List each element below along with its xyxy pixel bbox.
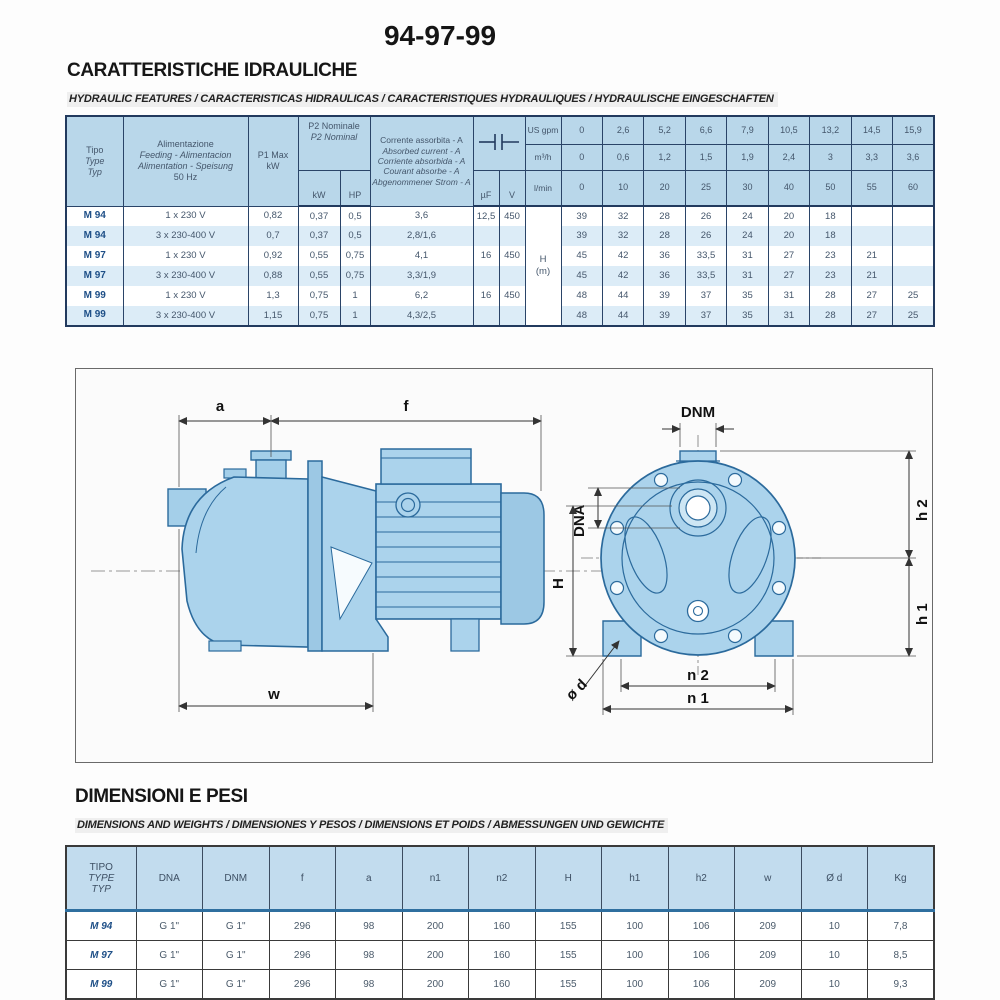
flow-value: 55	[851, 170, 892, 206]
table-cell: 450	[499, 206, 525, 226]
flow-value: 0	[561, 116, 602, 144]
table-cell: 32	[602, 226, 643, 246]
hydraulic-row	[66, 246, 934, 266]
table-cell: 0,75	[298, 286, 340, 306]
col-header: Kg	[868, 846, 935, 911]
table-cell: 98	[336, 941, 403, 970]
cap-unit-v: V	[499, 170, 525, 206]
flow-value: 2,4	[768, 144, 809, 170]
table-cell: 42	[602, 246, 643, 266]
dim-label-od: ø d	[562, 675, 591, 704]
flow-value: 40	[768, 170, 809, 206]
col-header: DNM	[203, 846, 270, 911]
section-1-heading: CARATTERISTICHE IDRAULICHE	[67, 60, 358, 81]
current-line: Courant absorbe - A	[383, 166, 460, 177]
table-cell: 100	[602, 941, 669, 970]
dim-label-n1: n 1	[687, 690, 709, 707]
table-cell: G 1"	[136, 941, 203, 970]
flow-value: 3,3	[851, 144, 892, 170]
hydraulic-row	[66, 206, 934, 226]
dim-label-w: w	[268, 686, 280, 703]
table-cell: 209	[735, 970, 802, 1000]
capacitor-icon	[478, 132, 520, 152]
flow-value: 10	[602, 170, 643, 206]
table-cell	[893, 246, 935, 266]
section-2-subheading: DIMENSIONS AND WEIGHTS / DIMENSIONES Y PESOS / DIMENSIONS ET POIDS / ABMESSUNGEN UND GEWICHTE	[75, 818, 668, 833]
table-cell: 42	[602, 266, 643, 286]
alim-line: Alimentation - Speisung	[137, 161, 234, 172]
table-cell: 39	[644, 286, 685, 306]
table-cell	[499, 226, 525, 246]
dimensions-row	[66, 941, 934, 970]
hydraulic-row	[66, 306, 934, 326]
table-cell: 3,3/1,9	[370, 266, 473, 286]
dim-label-h: H	[550, 578, 567, 589]
p2-line: P2 Nominal	[310, 131, 358, 142]
table-cell: G 1"	[136, 911, 203, 941]
table-cell: 3 x 230-400 V	[123, 226, 248, 246]
table-cell: 20	[768, 226, 809, 246]
table-cell: 0,5	[340, 206, 370, 226]
col-header-alimentazione	[123, 116, 248, 206]
flow-value: 13,2	[810, 116, 851, 144]
table-cell: G 1"	[203, 941, 270, 970]
col-header: w	[735, 846, 802, 911]
table-cell: 48	[561, 306, 602, 326]
table-cell: 0,7	[248, 226, 298, 246]
p1-unit: kW	[266, 161, 280, 172]
table-cell: 9,3	[868, 970, 935, 1000]
dimensions-table	[65, 845, 935, 1000]
pump-drawing	[76, 369, 932, 762]
table-cell: 37	[685, 306, 726, 326]
table-cell: 200	[402, 941, 469, 970]
table-cell: 155	[535, 970, 602, 1000]
flow-value: 50	[810, 170, 851, 206]
table-cell: 28	[644, 226, 685, 246]
table-cell	[893, 226, 935, 246]
table-cell: 0,75	[340, 246, 370, 266]
table-cell: 155	[535, 941, 602, 970]
table-cell: 0,55	[298, 246, 340, 266]
table-cell: 10	[801, 911, 868, 941]
table-cell: 98	[336, 911, 403, 941]
col-header-current	[370, 116, 473, 206]
table-cell: 100	[602, 911, 669, 941]
hydraulic-table	[65, 115, 935, 327]
alim-lines	[125, 139, 247, 172]
table-cell: 39	[561, 206, 602, 226]
table-cell: 21	[851, 246, 892, 266]
col-header-capacitor	[473, 116, 525, 170]
flow-value: 5,2	[644, 116, 685, 144]
table-cell: 28	[810, 306, 851, 326]
col-header-tipo	[66, 846, 136, 911]
flow-value: 6,6	[685, 116, 726, 144]
table-cell: 4,3/2,5	[370, 306, 473, 326]
table-cell: 33,5	[685, 266, 726, 286]
tipo-line: TIPO	[89, 861, 113, 873]
table-cell: 18	[810, 226, 851, 246]
table-cell: 209	[735, 941, 802, 970]
table-cell: 1,3	[248, 286, 298, 306]
dim-label-h2: h 2	[914, 499, 931, 521]
table-cell: 27	[768, 266, 809, 286]
table-cell: 160	[469, 941, 536, 970]
table-cell: 0,37	[298, 206, 340, 226]
table-cell: 200	[402, 970, 469, 1000]
table-cell: 23	[810, 246, 851, 266]
table-cell: 45	[561, 266, 602, 286]
flow-value: 0	[561, 144, 602, 170]
flow-value: 15,9	[893, 116, 935, 144]
table-cell: 7,8	[868, 911, 935, 941]
table-cell: 44	[602, 286, 643, 306]
table-cell: 1 x 230 V	[123, 246, 248, 266]
table-cell: 296	[269, 941, 336, 970]
table-cell: 28	[810, 286, 851, 306]
table-cell: 10	[801, 970, 868, 1000]
table-cell	[499, 306, 525, 326]
table-cell: 33,5	[685, 246, 726, 266]
table-cell: 450	[499, 246, 525, 266]
p2-unit-hp: HP	[340, 170, 370, 206]
current-line: Abgenommener Strom - A	[372, 176, 471, 187]
table-cell: 0,75	[340, 266, 370, 286]
p2-line: P2 Nominale	[308, 121, 360, 131]
table-cell: 1	[340, 306, 370, 326]
table-cell: 24	[727, 206, 768, 226]
table-cell: 12,5	[473, 206, 499, 226]
table-cell: 0,55	[298, 266, 340, 286]
flow-value: 14,5	[851, 116, 892, 144]
table-cell: 160	[469, 970, 536, 1000]
p2-unit-kw: kW	[298, 170, 340, 206]
table-cell	[893, 206, 935, 226]
table-cell: 31	[727, 266, 768, 286]
alim-line: Alimentazione	[157, 139, 214, 150]
table-cell: 37	[685, 286, 726, 306]
table-cell: 0,37	[298, 226, 340, 246]
col-header: H	[535, 846, 602, 911]
table-cell: G 1"	[203, 911, 270, 941]
table-cell: 25	[893, 286, 935, 306]
table-cell: 1 x 230 V	[123, 286, 248, 306]
table-cell: 1 x 230 V	[123, 206, 248, 226]
dimensions-row	[66, 911, 934, 941]
table-cell: 296	[269, 911, 336, 941]
table-cell: 35	[727, 286, 768, 306]
table-cell: 2,8/1,6	[370, 226, 473, 246]
table-cell: 0,88	[248, 266, 298, 286]
table-cell: 0,75	[298, 306, 340, 326]
table-cell: 450	[499, 286, 525, 306]
table-cell	[473, 306, 499, 326]
table-cell: 200	[402, 911, 469, 941]
table-cell: 26	[685, 206, 726, 226]
table-cell: 31	[768, 306, 809, 326]
col-header: h2	[668, 846, 735, 911]
table-cell: 25	[893, 306, 935, 326]
col-header: DNA	[136, 846, 203, 911]
table-cell: 31	[768, 286, 809, 306]
table-cell: 100	[602, 970, 669, 1000]
table-cell: 3 x 230-400 V	[123, 306, 248, 326]
current-line: Absorbed current - A	[382, 145, 461, 156]
tipo-line: Typ	[87, 166, 102, 177]
flow-value: 3,6	[893, 144, 935, 170]
table-cell	[499, 266, 525, 286]
table-cell: G 1"	[136, 970, 203, 1000]
current-line: Corrente assorbita - A	[380, 135, 463, 146]
flow-unit-label: US gpm	[525, 116, 561, 144]
col-header: f	[269, 846, 336, 911]
table-cell: 16	[473, 246, 499, 266]
flow-value: 1,9	[727, 144, 768, 170]
table-cell: 155	[535, 911, 602, 941]
table-cell: 160	[469, 911, 536, 941]
table-cell: 18	[810, 206, 851, 226]
page-title: 94-97-99	[383, 20, 497, 51]
flow-value: 25	[685, 170, 726, 206]
table-cell: 98	[336, 970, 403, 1000]
dimensions-row	[66, 970, 934, 1000]
model-cell: M 99	[66, 306, 123, 326]
col-header: n2	[469, 846, 536, 911]
dim-label-h1: h 1	[914, 603, 931, 625]
table-cell: 106	[668, 911, 735, 941]
table-cell: 39	[644, 306, 685, 326]
table-cell	[851, 206, 892, 226]
table-cell: 31	[727, 246, 768, 266]
tipo-line: Type	[85, 155, 105, 166]
table-cell: 24	[727, 226, 768, 246]
col-header: a	[336, 846, 403, 911]
model-cell: M 97	[66, 266, 123, 286]
flow-value: 30	[727, 170, 768, 206]
col-header: Ø d	[801, 846, 868, 911]
col-header-p2	[298, 116, 370, 170]
pump-side-view	[91, 398, 614, 712]
table-cell: G 1"	[203, 970, 270, 1000]
table-cell	[893, 266, 935, 286]
current-line: Corriente absorbida - A	[377, 156, 466, 167]
table-cell	[473, 266, 499, 286]
cap-unit-uf: µF	[473, 170, 499, 206]
head-unit-line: H	[539, 254, 547, 266]
table-cell: 6,2	[370, 286, 473, 306]
table-cell: 16	[473, 286, 499, 306]
pump-drawing-panel	[75, 368, 933, 763]
flow-value: 60	[893, 170, 935, 206]
table-cell: 0,82	[248, 206, 298, 226]
table-cell: 296	[269, 970, 336, 1000]
flow-value: 0,6	[602, 144, 643, 170]
table-cell	[851, 226, 892, 246]
dim-label-dna: DNA	[571, 504, 588, 537]
table-cell: 27	[851, 306, 892, 326]
table-cell: 106	[668, 970, 735, 1000]
head-unit-cell	[525, 206, 561, 326]
hydraulic-row	[66, 286, 934, 306]
table-cell: 28	[644, 206, 685, 226]
dim-label-a: a	[215, 398, 225, 415]
col-header-tipo	[66, 116, 123, 206]
flow-value: 7,9	[727, 116, 768, 144]
flow-value: 2,6	[602, 116, 643, 144]
flow-value: 3	[810, 144, 851, 170]
section-2-heading: DIMENSIONI E PESI	[75, 786, 248, 807]
alim-line: Feeding - Alimentacion	[139, 150, 232, 161]
section-1-subheading: HYDRAULIC FEATURES / CARACTERISTICAS HIDRAULICAS / CARACTERISTIQUES HYDRAULIQUES / HYDRAULISCHE EINGESCHAFTEN	[67, 92, 778, 107]
col-header: n1	[402, 846, 469, 911]
tipo-line: TYP	[91, 883, 111, 895]
table-cell: 45	[561, 246, 602, 266]
table-cell: 36	[644, 246, 685, 266]
table-cell: 36	[644, 266, 685, 286]
table-cell: 21	[851, 266, 892, 286]
model-cell: M 94	[66, 226, 123, 246]
table-cell: 23	[810, 266, 851, 286]
table-cell: 0,92	[248, 246, 298, 266]
model-cell: M 97	[66, 941, 136, 970]
hydraulic-row	[66, 266, 934, 286]
p1-title: P1 Max	[257, 150, 289, 161]
flow-value: 0	[561, 170, 602, 206]
table-cell: 32	[602, 206, 643, 226]
table-cell	[473, 226, 499, 246]
table-cell: 106	[668, 941, 735, 970]
table-cell: 27	[851, 286, 892, 306]
flow-unit-label: l/min	[525, 170, 561, 206]
flow-value: 1,2	[644, 144, 685, 170]
table-cell: 0,5	[340, 226, 370, 246]
tipo-line: TYPE	[88, 872, 115, 884]
dim-label-f: f	[403, 398, 409, 415]
table-cell: 39	[561, 226, 602, 246]
flow-value: 20	[644, 170, 685, 206]
model-cell: M 99	[66, 970, 136, 1000]
table-cell: 26	[685, 226, 726, 246]
table-cell: 48	[561, 286, 602, 306]
model-cell: M 94	[66, 206, 123, 226]
flow-value: 10,5	[768, 116, 809, 144]
table-cell: 44	[602, 306, 643, 326]
tipo-line: Tipo	[86, 144, 104, 155]
table-cell: 3,6	[370, 206, 473, 226]
table-cell: 209	[735, 911, 802, 941]
dim-label-n2: n 2	[687, 667, 709, 684]
col-header: h1	[602, 846, 669, 911]
model-cell: M 94	[66, 911, 136, 941]
table-cell: 27	[768, 246, 809, 266]
table-cell: 1	[340, 286, 370, 306]
model-cell: M 99	[66, 286, 123, 306]
alim-freq: 50 Hz	[173, 172, 198, 183]
pump-front-view	[550, 404, 931, 715]
hydraulic-row	[66, 226, 934, 246]
dim-label-dnm: DNM	[680, 404, 716, 421]
flow-unit-label: m³/h	[525, 144, 561, 170]
model-cell: M 97	[66, 246, 123, 266]
flow-value: 1,5	[685, 144, 726, 170]
head-unit-line: (m)	[535, 266, 551, 277]
table-cell: 3 x 230-400 V	[123, 266, 248, 286]
table-cell: 35	[727, 306, 768, 326]
table-cell: 10	[801, 941, 868, 970]
table-cell: 20	[768, 206, 809, 226]
col-header-p1max	[248, 116, 298, 206]
table-cell: 8,5	[868, 941, 935, 970]
table-cell: 1,15	[248, 306, 298, 326]
table-cell: 4,1	[370, 246, 473, 266]
